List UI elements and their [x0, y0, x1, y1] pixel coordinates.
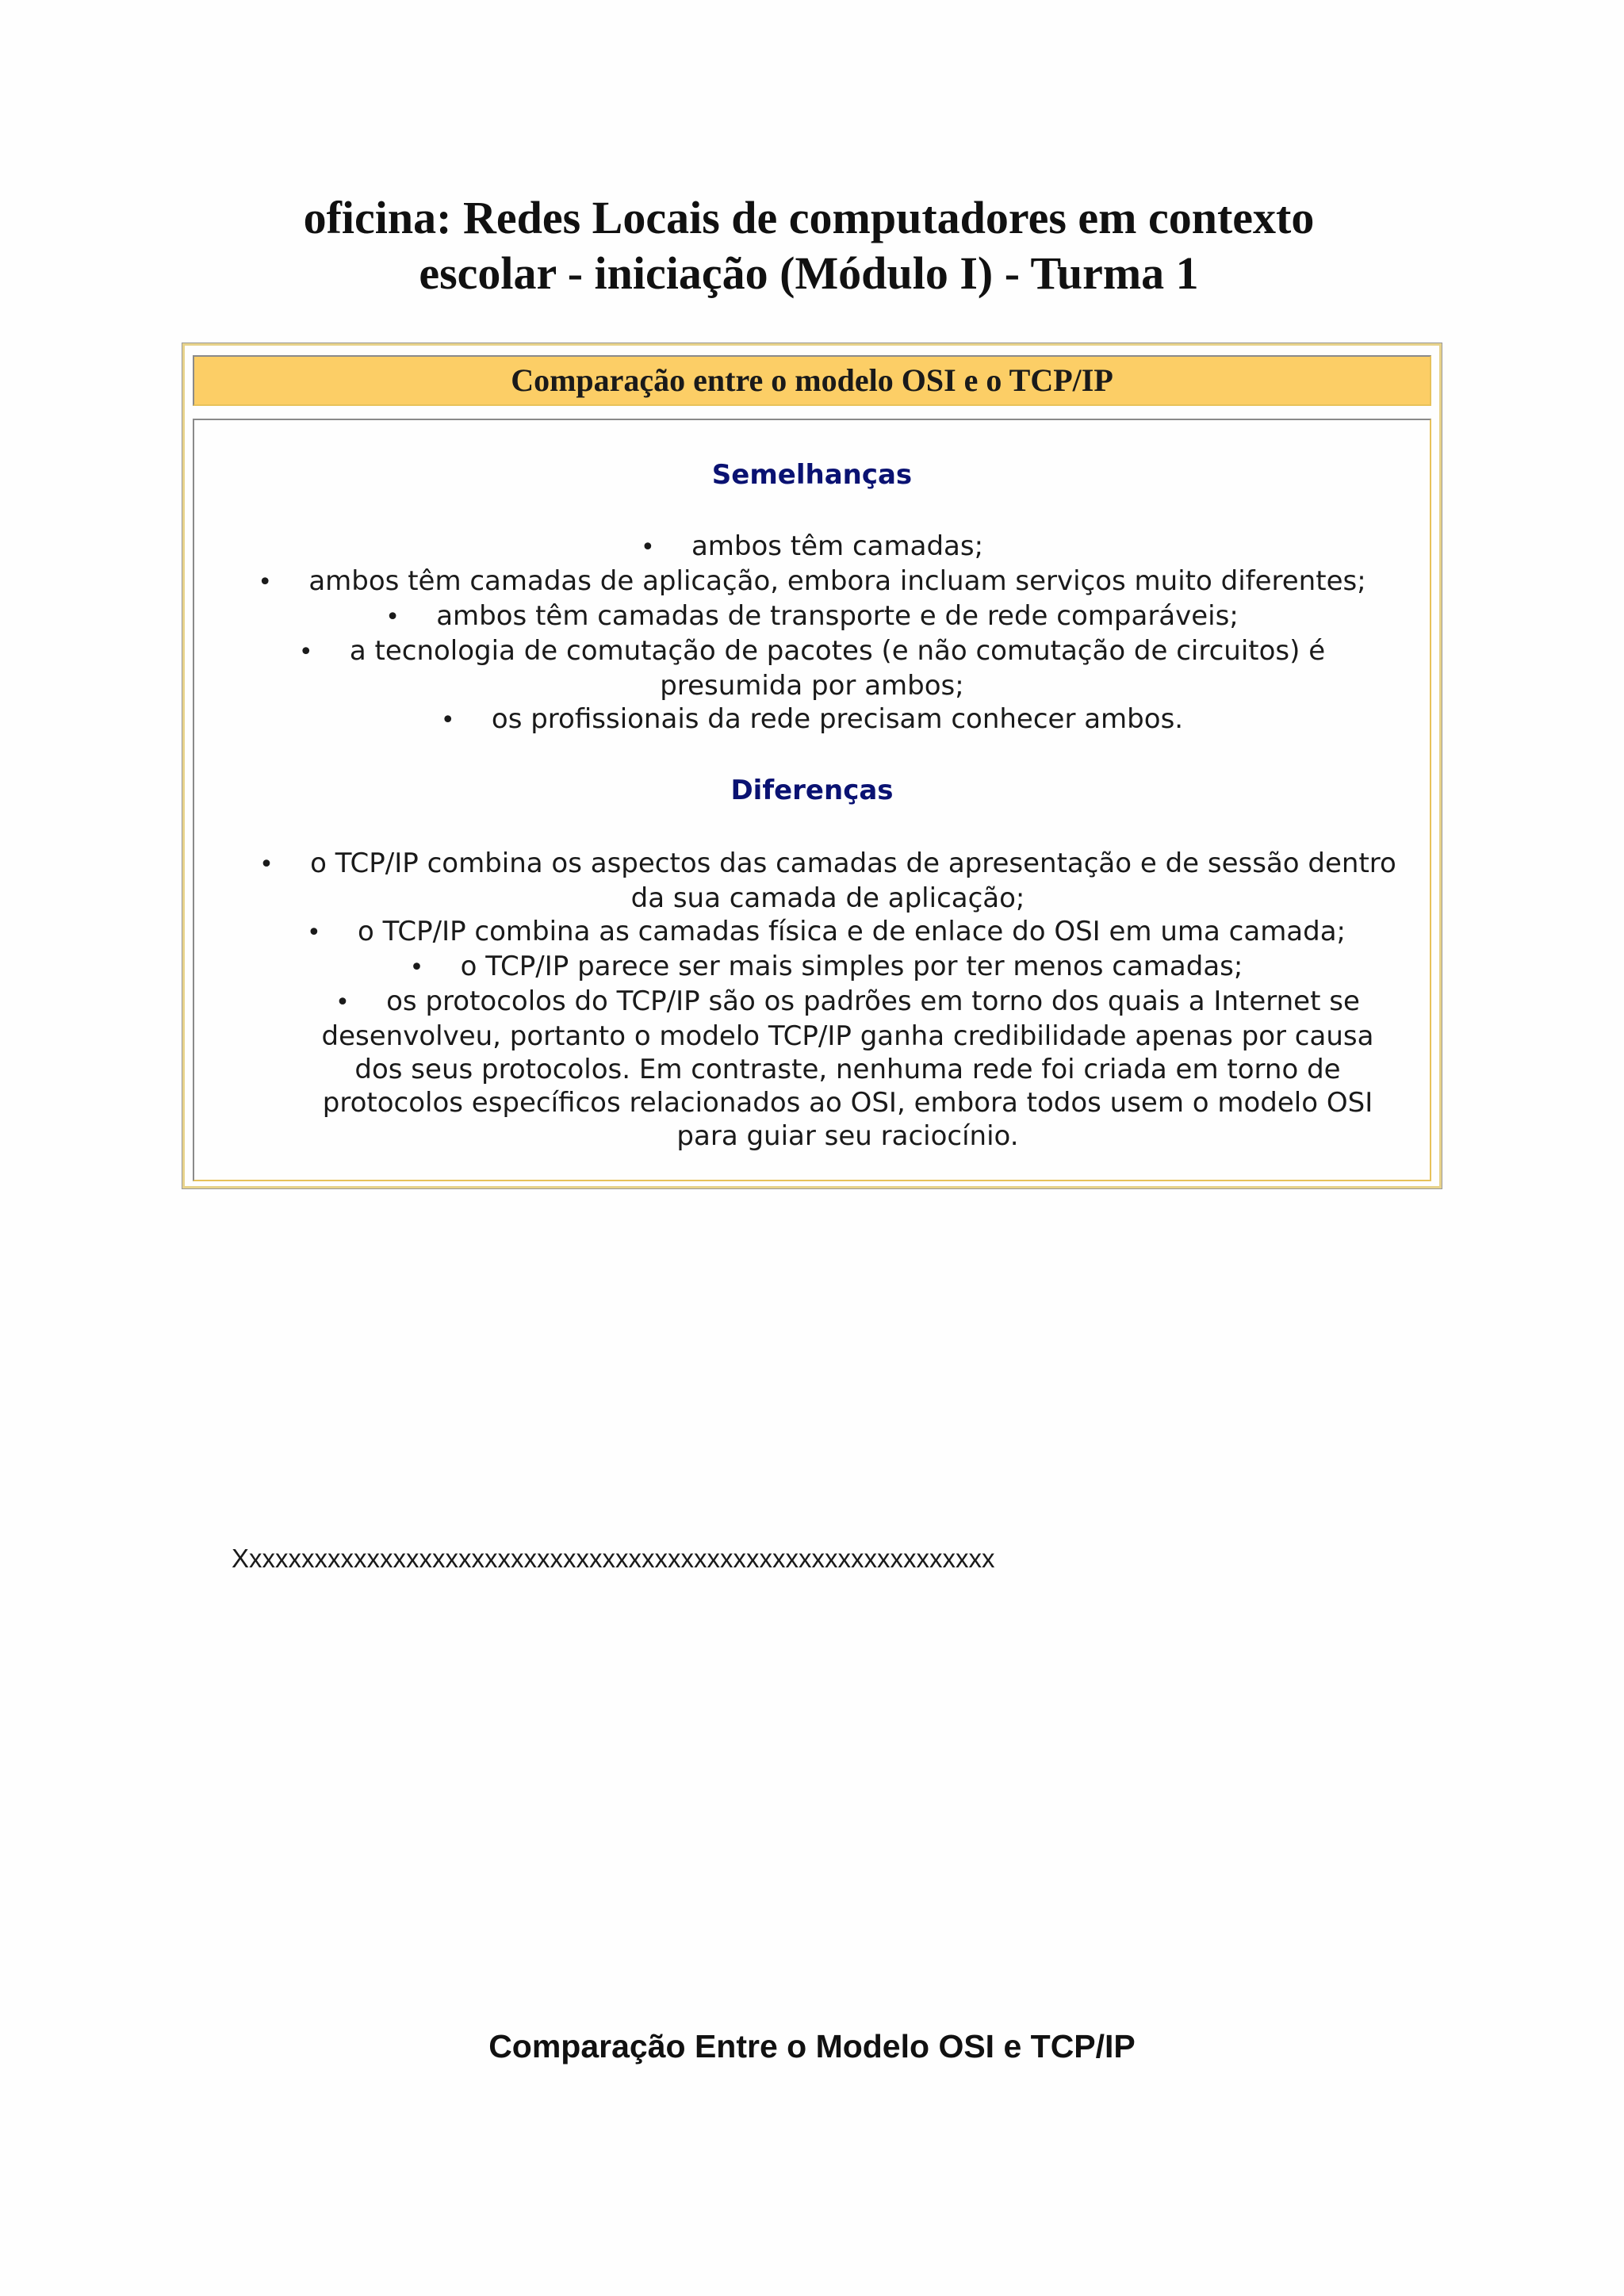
bullet-icon: • [409, 954, 424, 982]
list-item-text: o TCP/IP parece ser mais simples por ter menos camadas; [460, 951, 1243, 982]
table-header: Comparação entre o modelo OSI e o TCP/IP [193, 355, 1431, 406]
list-item-text: ambos têm camadas de transporte e de rede comparáveis; [436, 600, 1239, 632]
list-item [194, 950, 1430, 985]
list-item [194, 634, 1430, 702]
list-item-text: o TCP/IP combina as camadas física e de enlace do OSI em uma camada; [357, 916, 1346, 947]
bullet-icon: • [259, 851, 274, 878]
bullet-icon: • [306, 919, 321, 947]
list-item-text: os profissionais da rede precisam conhecer ambos. [491, 703, 1184, 735]
list-item-text: ambos têm camadas; [691, 530, 984, 562]
bullet-icon: • [385, 603, 400, 631]
list-item-text: a tecnologia de comutação de pacotes (e não comutação de circuitos) é presumida por ambos; [349, 635, 1326, 702]
differences-list [194, 847, 1430, 1153]
page-title [182, 190, 1435, 301]
list-item [194, 702, 1430, 737]
filler-text: Xxxxxxxxxxxxxxxxxxxxxxxxxxxxxxxxxxxxxxxxxxxxxxxxxxxxxxxxxx [232, 1544, 995, 1573]
bullet-icon: • [258, 568, 273, 596]
bullet-icon: • [335, 989, 350, 1016]
list-item-text: ambos têm camadas de aplicação, embora incluam serviços muito diferentes; [308, 565, 1366, 597]
page-title-line-1: oficina: Redes Locais de computadores em contexto [303, 192, 1315, 243]
list-item-text: o TCP/IP combina os aspectos das camadas de apresentação e de sessão dentro da sua camada de aplicação; [310, 848, 1396, 914]
bullet-icon: • [298, 638, 313, 666]
table-content [193, 419, 1431, 1181]
footer-title: Comparação Entre o Modelo OSI e TCP/IP [488, 2028, 1136, 2064]
list-item [194, 985, 1430, 1153]
comparison-table [182, 343, 1442, 1188]
bullet-icon: • [440, 706, 455, 734]
list-item [194, 915, 1430, 950]
differences-heading: Diferenças [730, 775, 894, 806]
similarities-list [194, 530, 1430, 737]
list-item [194, 599, 1430, 634]
list-item [194, 530, 1430, 564]
list-item [194, 564, 1430, 599]
similarities-heading: Semelhanças [711, 459, 913, 491]
list-item-text: os protocolos do TCP/IP são os padrões em torno dos quais a Internet se desenvolveu, portanto o modelo TCP/IP ganha credibilidade apenas por causa dos seus protocolos. Em contraste, nenhuma rede foi criada em torno de protocolos específicos relacionados ao OSI, embora todos usem o modelo OSI para guiar seu raciocínio. [321, 985, 1374, 1152]
list-item [194, 847, 1430, 915]
bullet-icon: • [640, 534, 655, 561]
page-title-line-2: escolar - iniciação (Módulo I) - Turma 1 [419, 247, 1199, 299]
